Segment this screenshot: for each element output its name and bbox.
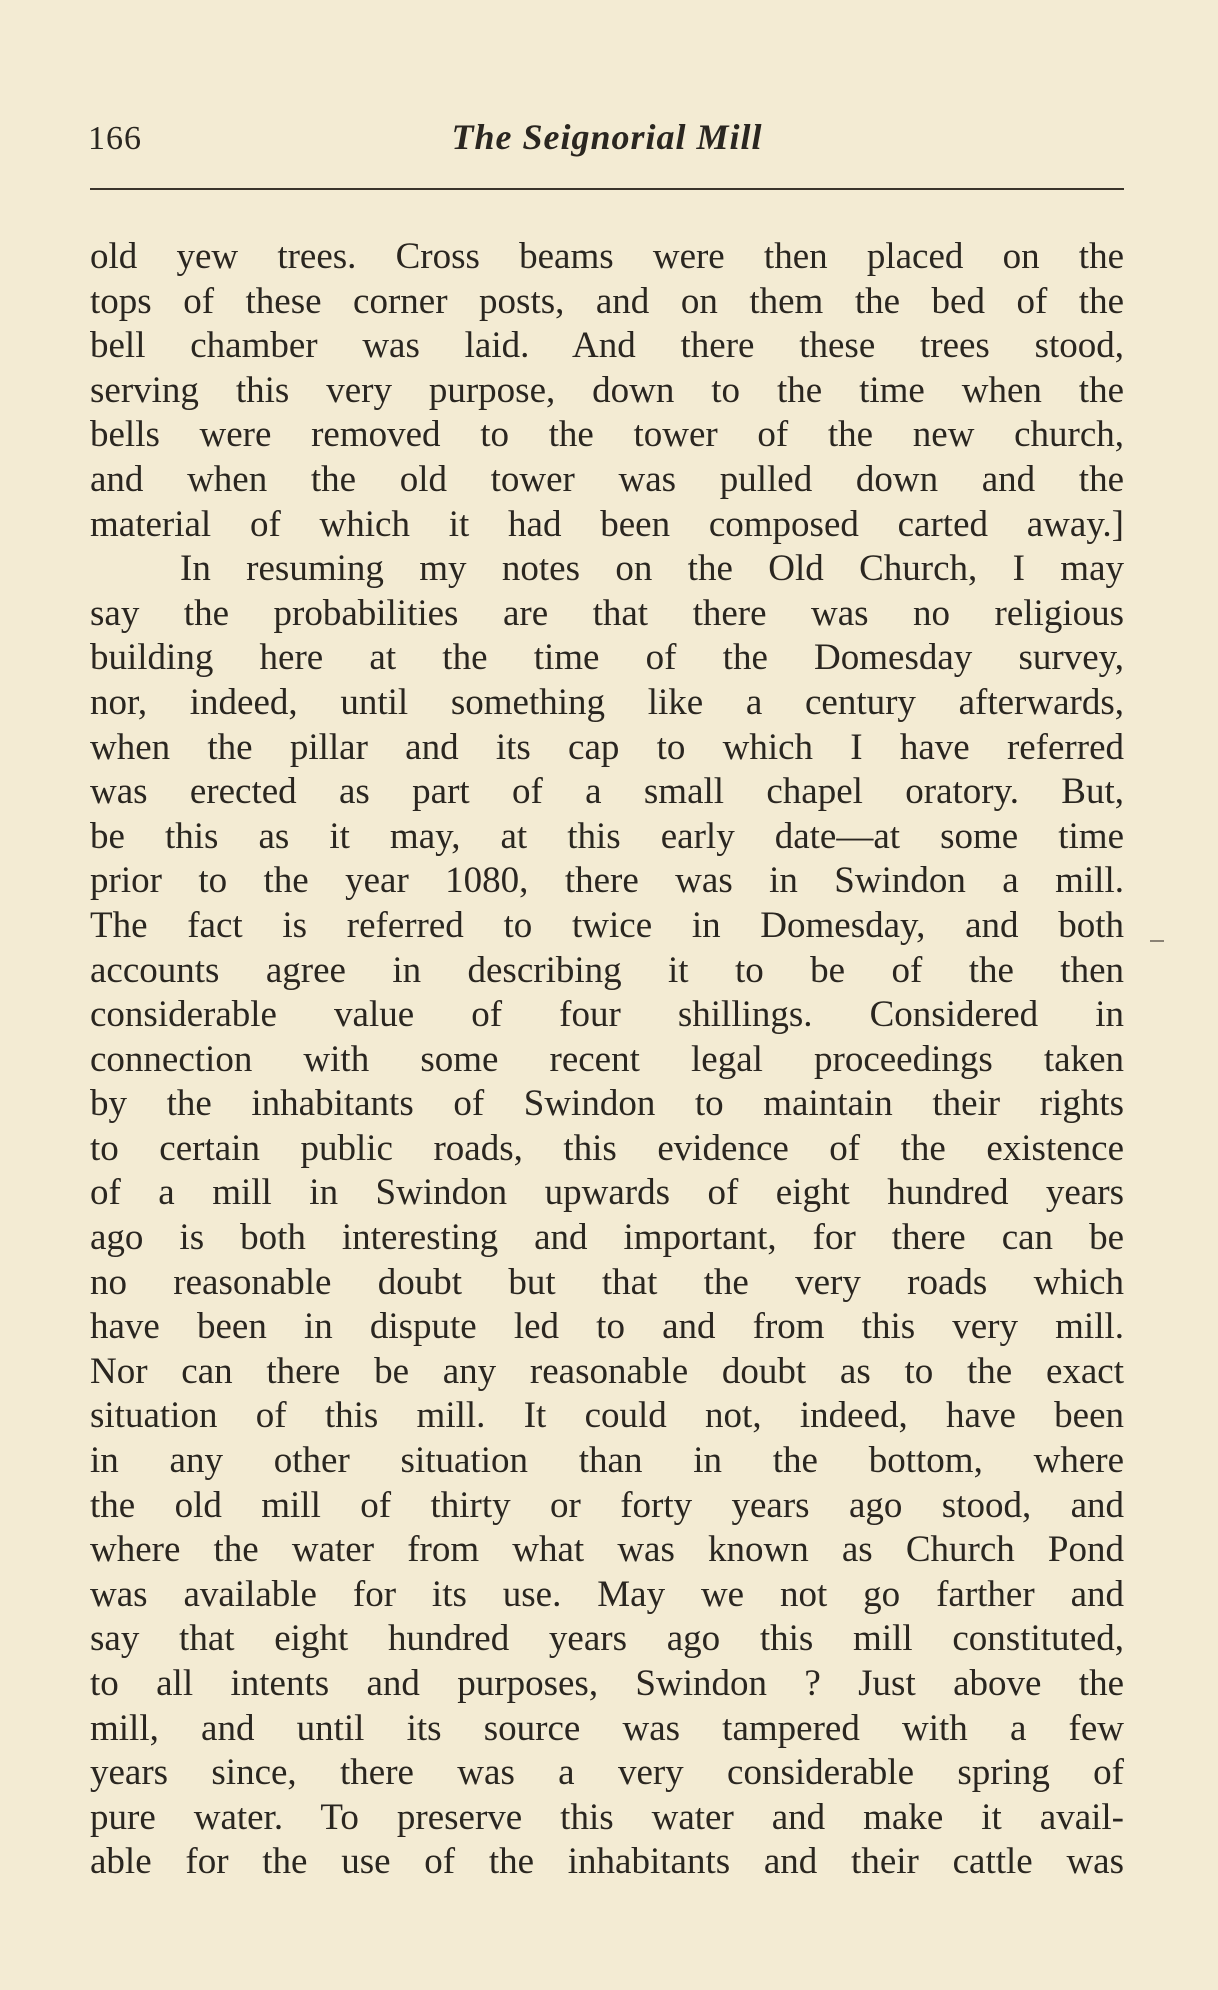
- text-line: no reasonable doubt but that the very roads which: [90, 1261, 1124, 1303]
- text-line: the old mill of thirty or forty years ago stood, and: [90, 1484, 1124, 1526]
- text-line: accounts agree in describing it to be of the then: [90, 949, 1124, 991]
- text-line: ago is both interesting and important, for there can be: [90, 1217, 1124, 1259]
- text-line: building here at the time of the Domesday survey,: [90, 637, 1124, 679]
- text-line: bells were removed to the tower of the new church,: [90, 414, 1124, 456]
- text-line: mill, and until its source was tampered with a few: [90, 1707, 1124, 1749]
- text-line: able for the use of the inhabitants and their cattle was: [90, 1841, 1124, 1883]
- page-header: [88, 108, 1126, 168]
- text-line: Nor can there be any reasonable doubt as to the exact: [90, 1350, 1124, 1392]
- text-line: nor, indeed, until something like a century afterwards,: [90, 681, 1124, 723]
- text-line: pure water. To preserve this water and make it avail-: [90, 1796, 1124, 1838]
- text-line: of a mill in Swindon upwards of eight hundred years: [90, 1172, 1124, 1214]
- text-line: connection with some recent legal proceedings taken: [90, 1038, 1124, 1080]
- text-line: years since, there was a very considerable spring of: [90, 1752, 1124, 1794]
- text-line: to certain public roads, this evidence of the existence: [90, 1127, 1124, 1169]
- text-line: bell chamber was laid. And there these trees stood,: [90, 325, 1124, 367]
- text-line: when the pillar and its cap to which I have referred: [90, 726, 1124, 768]
- text-line: have been in dispute led to and from this very mill.: [90, 1306, 1124, 1348]
- text-line: material of which it had been composed carted away.]: [90, 503, 1124, 545]
- header-rule: [90, 188, 1124, 190]
- text-line: considerable value of four shillings. Considered in: [90, 994, 1124, 1036]
- text-line: prior to the year 1080, there was in Swindon a mill.: [90, 860, 1124, 902]
- running-title: The Seignorial Mill: [451, 117, 763, 157]
- margin-speck: [1150, 940, 1164, 942]
- text-line: by the inhabitants of Swindon to maintain their rights: [90, 1083, 1124, 1125]
- text-line: say that eight hundred years ago this mill constituted,: [90, 1618, 1124, 1660]
- text-line: say the probabilities are that there was no religious: [90, 592, 1124, 634]
- text-line: be this as it may, at this early date—at some time: [90, 815, 1124, 857]
- text-line: was erected as part of a small chapel oratory. But,: [90, 771, 1124, 813]
- text-line: in any other situation than in the bottom, where: [90, 1440, 1124, 1482]
- text-line: situation of this mill. It could not, indeed, have been: [90, 1395, 1124, 1437]
- page-number: 166: [88, 120, 142, 157]
- text-line: tops of these corner posts, and on them the bed of the: [90, 280, 1124, 322]
- text-line: and when the old tower was pulled down and the: [90, 458, 1124, 500]
- paragraph-start-line: In resuming my notes on the Old Church, I may: [180, 548, 1124, 590]
- body-text: [90, 235, 1124, 1885]
- text-line: was available for its use. May we not go farther and: [90, 1573, 1124, 1615]
- text-line: to all intents and purposes, Swindon ? Just above the: [90, 1663, 1124, 1704]
- text-line: where the water from what was known as Church Pond: [90, 1529, 1124, 1571]
- text-line: serving this very purpose, down to the time when the: [90, 369, 1124, 411]
- text-line: old yew trees. Cross beams were then placed on the: [90, 236, 1124, 277]
- text-line: The fact is referred to twice in Domesday, and both: [90, 904, 1124, 946]
